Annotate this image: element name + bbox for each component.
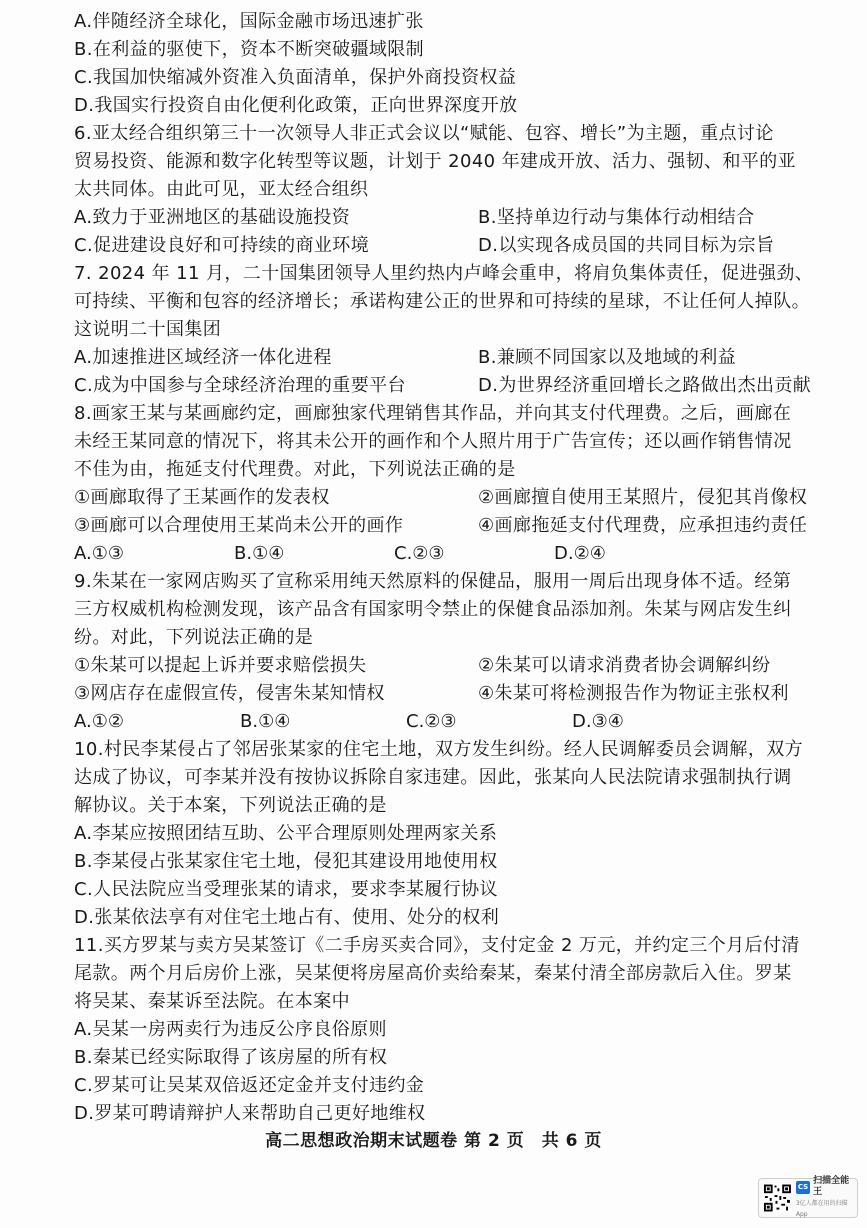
text-line: 6.亚太经合组织第三十一次领导人非正式会议以“赋能、包容、增长”为主题，重点讨论 <box>74 123 774 144</box>
text-line: 解协议。关于本案，下列说法正确的是 <box>74 795 387 816</box>
option-row <box>74 232 834 260</box>
text-line: 太共同体。由此可见，亚太经合组织 <box>74 179 369 200</box>
option: A.加速推进区域经济一体化进程 <box>74 347 332 368</box>
q8-choices <box>74 540 834 568</box>
qr-code-icon <box>763 1183 792 1213</box>
scanner-watermark-badge <box>758 1178 858 1218</box>
text-line: A.李某应按照团结互助、公平合理原则处理两家关系 <box>74 823 498 844</box>
text-line: 尾款。两个月后房价上涨，吴某便将房屋高价卖给秦某，秦某付清全部房款后入住。罗某 <box>74 963 792 984</box>
text-line: 可持续、平衡和包容的经济增长；承诺构建公正的世界和可持续的星球，不让任何人掉队。 <box>74 291 810 312</box>
badge-subtitle: 3亿人都在用的扫描App <box>795 1200 848 1218</box>
text-line: C.人民法院应当受理张某的请求，要求李某履行协议 <box>74 879 498 900</box>
statement: ④画廊拖延支付代理费，应承担违约责任 <box>478 515 808 536</box>
answer-choice: C.②③ <box>394 543 445 564</box>
answer-choice: B.①④ <box>234 543 285 564</box>
statement-row <box>74 484 834 512</box>
text-line: 三方权威机构检测发现，该产品含有国家明令禁止的保健食品添加剂。朱某与网店发生纠 <box>74 599 792 620</box>
option: D.以实现各成员国的共同目标为宗旨 <box>478 235 775 256</box>
answer-choice: C.②③ <box>406 711 457 732</box>
statement: ①朱某可以提起上诉并要求赔偿损失 <box>74 655 367 676</box>
option: C.成为中国参与全球经济治理的重要平台 <box>74 375 406 396</box>
q5-options-and-q6-stem <box>74 8 834 204</box>
q8-statements <box>74 484 834 540</box>
question-11 <box>74 932 834 1128</box>
question-8-stem <box>74 400 834 484</box>
text-line: C.我国加快缩减外资准入负面清单，保护外商投资权益 <box>74 67 517 88</box>
text-line: 不佳为由，拖延支付代理费。对此，下列说法正确的是 <box>74 459 516 480</box>
statement: ②画廊擅自使用王某照片，侵犯其肖像权 <box>478 487 808 508</box>
page-footer: 高二思想政治期末试题卷 第 2 页 共 6 页 <box>265 1131 602 1151</box>
statement-row <box>74 680 834 708</box>
question-7-stem <box>74 260 834 344</box>
answer-choice: A.①② <box>74 711 124 732</box>
question-9-stem <box>74 568 834 652</box>
badge-title: 扫描全能王 <box>813 1176 850 1197</box>
text-line: B.秦某已经实际取得了该房屋的所有权 <box>74 1047 388 1068</box>
text-line: 9.朱某在一家网店购买了宣称采用纯天然原料的保健品，服用一周后出现身体不适。经第 <box>74 571 792 592</box>
text-line: D.我国实行投资自由化便利化政策，正向世界深度开放 <box>74 95 518 116</box>
text-line: 纷。对此，下列说法正确的是 <box>74 627 314 648</box>
q9-choices <box>74 708 834 736</box>
text-line: B.李某侵占张某家住宅土地，侵犯其建设用地使用权 <box>74 851 498 872</box>
statement: ②朱某可以请求消费者协会调解纠纷 <box>478 655 771 676</box>
text-line: 未经王某同意的情况下，将其未公开的画作和个人照片用于广告宣传；还以画作销售情况 <box>74 431 792 452</box>
answer-choice: D.②④ <box>554 543 606 564</box>
statement: ①画廊取得了王某画作的发表权 <box>74 487 330 508</box>
option: A.致力于亚洲地区的基础设施投资 <box>74 207 351 228</box>
statement: ③画廊可以合理使用王某尚未公开的画作 <box>74 515 404 536</box>
option-row <box>74 372 834 400</box>
option-row <box>74 204 834 232</box>
q9-statements <box>74 652 834 708</box>
text-line: D.张某依法享有对住宅土地占有、使用、处分的权利 <box>74 907 500 928</box>
text-line: A.吴某一房两卖行为违反公序良俗原则 <box>74 1019 387 1040</box>
text-line: 11.买方罗某与卖方吴某签订《二手房买卖合同》，支付定金 2 万元，并约定三个月后付清 <box>74 935 800 956</box>
option: B.坚持单边行动与集体行动相结合 <box>478 207 755 228</box>
answer-choice: D.③④ <box>572 711 624 732</box>
text-line: 7. 2024 年 11 月，二十国集团领导人里约热内卢峰会重申，将肩负集体责任，促进强劲、 <box>74 263 814 284</box>
option: C.促进建设良好和可持续的商业环境 <box>74 235 370 256</box>
text-line: A.伴随经济全球化，国际金融市场迅速扩张 <box>74 11 424 32</box>
statement-row <box>74 652 834 680</box>
option: D.为世界经济重回增长之路做出杰出贡献 <box>478 375 812 396</box>
option-row <box>74 344 834 372</box>
text-line: 贸易投资、能源和数字化转型等议题，计划于 2040 年建成开放、活力、强韧、和平的亚 <box>74 151 797 172</box>
text-line: 8.画家王某与某画廊约定，画廊独家代理销售其作品，并向其支付代理费。之后，画廊在 <box>74 403 792 424</box>
statement: ③网店存在虚假宣传，侵害朱某知情权 <box>74 683 385 704</box>
statement-row <box>74 512 834 540</box>
text-line: 将吴某、秦某诉至法院。在本案中 <box>74 991 350 1012</box>
q7-options <box>74 344 834 400</box>
option: B.兼顾不同国家以及地域的利益 <box>478 347 737 368</box>
question-10 <box>74 736 834 932</box>
answer-choice: B.①④ <box>240 711 291 732</box>
answer-choice: A.①③ <box>74 543 124 564</box>
text-line: 10.村民李某侵占了邻居张某家的住宅土地，双方发生纠纷。经人民调解委员会调解，双方 <box>74 739 804 760</box>
statement: ④朱某可将检测报告作为物证主张权利 <box>478 683 789 704</box>
q6-options <box>74 204 834 260</box>
text-line: B.在利益的驱使下，资本不断突破疆域限制 <box>74 39 425 60</box>
text-line: 这说明二十国集团 <box>74 319 222 340</box>
page-content <box>74 8 834 1128</box>
text-line: 达成了协议，可李某并没有按协议拆除自家违建。因此，张某向人民法院请求强制执行调 <box>74 767 792 788</box>
camscanner-logo-icon: CS <box>796 1181 810 1194</box>
text-line: D.罗某可聘请辩护人来帮助自己更好地维权 <box>74 1103 426 1124</box>
text-line: C.罗某可让吴某双倍返还定金并支付违约金 <box>74 1075 425 1096</box>
